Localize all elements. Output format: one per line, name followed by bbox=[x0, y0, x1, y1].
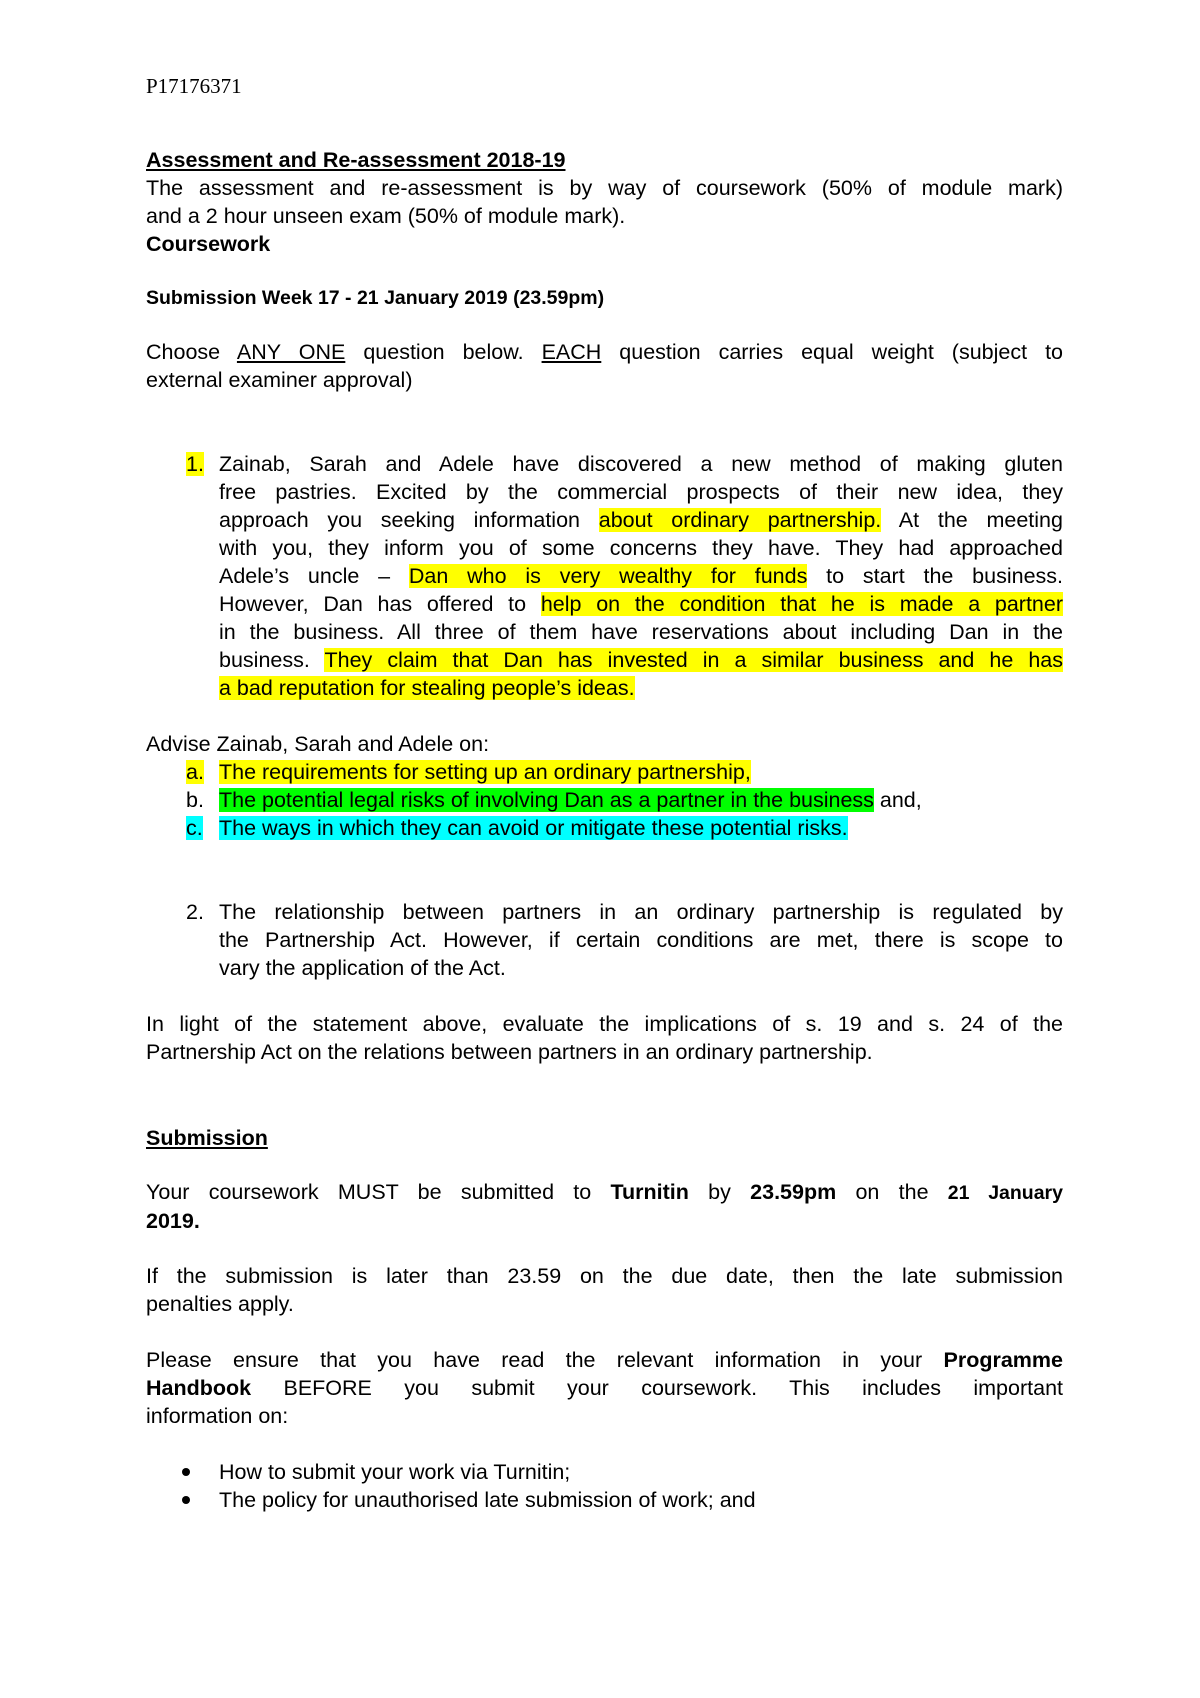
choose-paragraph: Choose ANY ONE question below. EACH question carries equal weight (subject to external examiner approval) bbox=[146, 340, 1064, 392]
highlight-bad-reputation: a bad reputation for stealing people’s ideas. bbox=[219, 676, 635, 700]
coursework-heading: Coursework bbox=[146, 232, 271, 256]
list-item: The policy for unauthorised late submission of work; and bbox=[219, 1488, 756, 1512]
intro-paragraph: The assessment and re-assessment is by way of coursework (50% of module mark) and a 2 hour unseen exam (50% of module mark). bbox=[146, 176, 1063, 228]
document-id: P17176371 bbox=[146, 74, 242, 98]
ensure-paragraph: Please ensure that you have read the relevant information in your Programme Handbook BEFORE you submit your coursework. This includes important information on: bbox=[146, 1348, 1063, 1428]
sub-item-a: The requirements for setting up an ordinary partnership, bbox=[219, 760, 751, 784]
sub-item-c-letter: c. bbox=[186, 816, 203, 840]
advise-line: Advise Zainab, Sarah and Adele on: bbox=[146, 732, 490, 756]
submit-paragraph: Your coursework MUST be submitted to Turnitin by 23.59pm on the 21 January 2019. bbox=[146, 1180, 1063, 1233]
evaluate-paragraph: In light of the statement above, evaluate the implications of s. 19 and s. 24 of the Partnership Act on the relations between partners in an ordinary partnership. bbox=[146, 1012, 1063, 1064]
sub-item-c: The ways in which they can avoid or mitigate these potential risks. bbox=[219, 816, 848, 840]
highlight-ordinary-partnership: about ordinary partnership. bbox=[598, 508, 882, 532]
page-title: Assessment and Re-assessment 2018-19 bbox=[146, 148, 566, 172]
sub-item-a-letter: a. bbox=[186, 760, 204, 784]
any-one-text: ANY ONE bbox=[236, 340, 346, 364]
question-1-number: 1. bbox=[186, 452, 204, 476]
submission-week: Submission Week 17 - 21 January 2019 (23.59pm) bbox=[146, 287, 605, 309]
question-1-text: Zainab, Sarah and Adele have discovered a new method of making gluten free pastries. Excited by the commercial prospects of their new idea, they approach you seeking information about ordinary partnership. At the meeting with you, they inform you of some concerns they have. They had approached Adele’s uncle – Dan who is very wealthy for funds to start the business. However, Dan has offered to help on the condition that he is made a partner in the business. All three of them have reservations about including Dan in the business. They claim that Dan has invested in a similar business and he has a bad reputation for stealing people’s ideas. bbox=[219, 452, 1064, 700]
late-paragraph: If the submission is later than 23.59 on the due date, then the late submission penalties apply. bbox=[146, 1264, 1063, 1316]
highlight-dan-wealthy: Dan who is very wealthy for funds bbox=[408, 564, 808, 588]
highlight-partner-condition: help on the condition that he is made a partner bbox=[540, 592, 1064, 616]
sub-item-b: The potential legal risks of involving Dan as a partner in the business and, bbox=[219, 788, 922, 812]
question-2-text: The relationship between partners in an ordinary partnership is regulated by the Partnership Act. However, if certain conditions are met, there is scope to vary the application of the Act. bbox=[219, 900, 1063, 980]
each-text: EACH bbox=[541, 340, 602, 364]
sub-item-b-letter: b. bbox=[186, 788, 204, 812]
bullet-icon bbox=[182, 1496, 190, 1504]
bullet-icon bbox=[182, 1468, 190, 1476]
question-2-number: 2. bbox=[186, 900, 204, 924]
submission-heading: Submission bbox=[146, 1126, 268, 1150]
list-item: How to submit your work via Turnitin; bbox=[219, 1460, 571, 1484]
highlight-dan-claim: They claim that Dan has invested in a similar business and he has bbox=[324, 648, 1063, 672]
